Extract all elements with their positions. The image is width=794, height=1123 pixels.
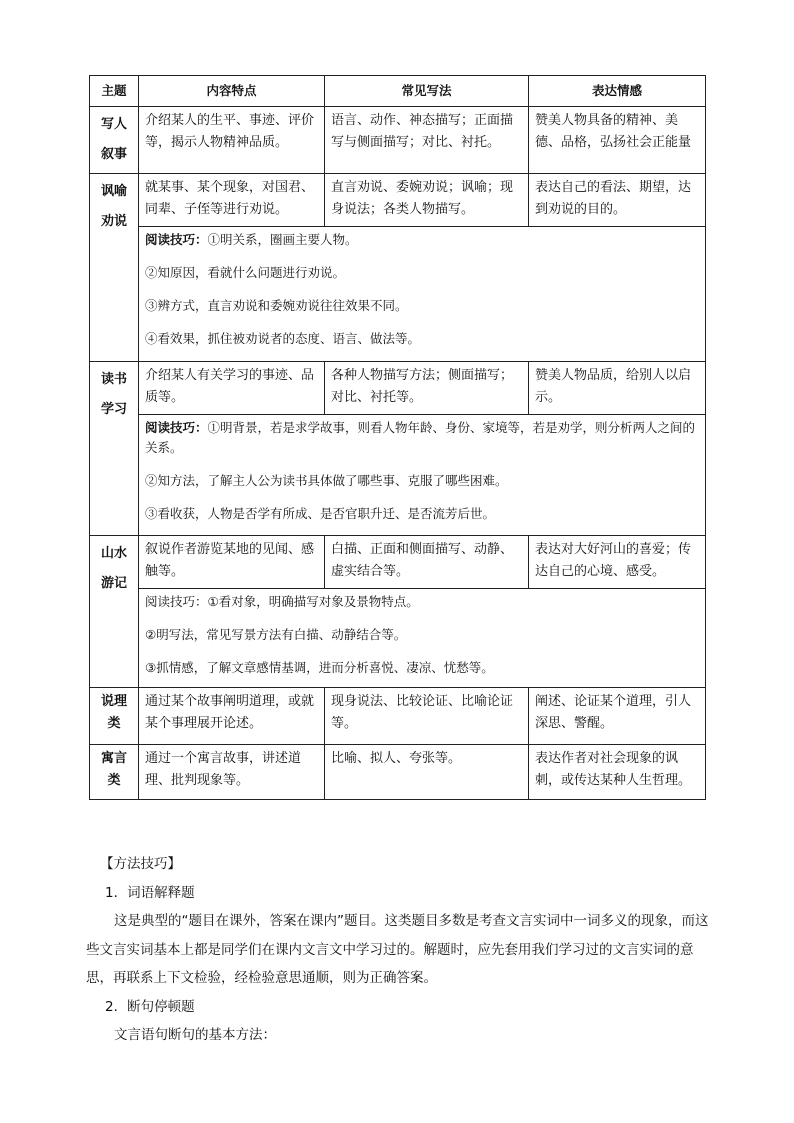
- tip-text: ②明写法，常见写景方法有白描、动静结合等。: [145, 627, 407, 642]
- row-topic: [90, 362, 139, 536]
- topic-line: 说理: [100, 694, 127, 709]
- tip-text: ②知原因，看就什么问题进行劝说。: [145, 265, 346, 280]
- tip-text: ①明背景，若是求学故事，则看人物年龄、身份、家境等，若是劝学，则分析两人之间的关系。: [145, 420, 696, 455]
- table-row: [90, 362, 706, 415]
- topic-line: 读书: [100, 372, 127, 387]
- method-item-text: 文言语句断句的基本方法：: [114, 1027, 276, 1043]
- methods-heading: 【方法技巧】: [100, 856, 181, 872]
- table-row: [90, 107, 706, 174]
- tip-text: ③看收获，人物是否学有所成、是否官职升迁、是否流芳后世。: [145, 506, 496, 521]
- method-cell: 各种人物描写方法；侧面描写；对比、衬托等。: [325, 362, 529, 415]
- method-cell: 比喻、拟人、夸张等。: [325, 745, 529, 800]
- reading-tips-cell: [139, 227, 706, 362]
- topic-line: 劝说: [100, 214, 127, 229]
- topic-line: 类: [107, 716, 121, 731]
- emotion-cell: 赞美人物具备的精神、美德、品格，弘扬社会正能量: [529, 107, 706, 174]
- header-common-methods: 常见写法: [325, 76, 529, 107]
- tip-text: ①看对象，明确描写对象及景物特点。: [207, 594, 419, 609]
- method-cell: 语言、动作、神态描写；正面描写与侧面描写；对比、衬托。: [325, 107, 529, 174]
- tip-text: ①明关系，圈画主要人物。: [207, 232, 358, 247]
- topic-line: 游记: [100, 576, 127, 591]
- row-topic: [90, 174, 139, 362]
- tip-text: ③辨方式，直言劝说和委婉劝说往往效果不同。: [145, 298, 408, 313]
- method-item-text: 这是典型的“题目在课外，答案在课内”题目。这类题目多数是考查文言实词中一词多义的现象，而这些文言实词基本上都是同学们在课内文言文中学习过的。解题时，应先套用我们学习过的文言实词的意思，再联系上下文检验，经检验意思通顺，则为正确答案。: [86, 913, 709, 986]
- tips-label: 阅读技巧：: [145, 232, 208, 247]
- method-cell: 白描、正面和侧面描写、动静、虚实结合等。: [325, 536, 529, 589]
- topic-line: 写人: [100, 117, 127, 132]
- table-header-row: [90, 76, 706, 107]
- topic-line: 寓言: [100, 751, 127, 766]
- tips-label: 阅读技巧：: [145, 594, 208, 609]
- tips-label: 阅读技巧：: [145, 420, 208, 435]
- method-cell: 直言劝说、委婉劝说；讽喻；现身说法；各类人物描写。: [325, 174, 529, 227]
- method-item-title: 2．断句停顿题: [105, 998, 195, 1015]
- header-topic: 主题: [90, 76, 139, 107]
- topic-line: 类: [107, 773, 121, 788]
- emotion-cell: 表达作者对社会现象的讽刺，或传达某种人生哲理。: [529, 745, 706, 800]
- table-row: [90, 174, 706, 227]
- row-topic: [90, 745, 139, 800]
- tip-text: ②知方法，了解主人公为读书具体做了哪些事、克服了哪些困难。: [145, 473, 508, 488]
- tips-row: [90, 227, 706, 362]
- content-cell: 通过某个故事阐明道理，或就某个事理展开论述。: [139, 688, 325, 745]
- method-item-title: 1．词语解释题: [105, 884, 195, 901]
- methods-section: [86, 850, 718, 1050]
- tip-text: ③抓情感，了解文章感情基调，进而分析喜悦、凄凉、忧愁等。: [145, 660, 494, 675]
- topic-line: 山水: [100, 546, 127, 561]
- tips-row: [90, 589, 706, 688]
- content-cell: 介绍某人的生平、事迹、评价等，揭示人物精神品质。: [139, 107, 325, 174]
- content-cell: 介绍某人有关学习的事迹、品质等。: [139, 362, 325, 415]
- tips-row: [90, 415, 706, 536]
- content-cell: 通过一个寓言故事，讲述道理、批判现象等。: [139, 745, 325, 800]
- method-cell: 现身说法、比较论证、比喻论证等。: [325, 688, 529, 745]
- topic-line: 叙事: [100, 147, 127, 162]
- emotion-cell: 阐述、论证某个道理，引人深思、警醒。: [529, 688, 706, 745]
- emotion-cell: 表达自己的看法、期望，达到劝说的目的。: [529, 174, 706, 227]
- emotion-cell: 表达对大好河山的喜爱；传达自己的心境、感受。: [529, 536, 706, 589]
- row-topic: [90, 688, 139, 745]
- topic-line: 学习: [100, 402, 127, 417]
- emotion-cell: 赞美人物品质，给别人以启示。: [529, 362, 706, 415]
- header-content-features: 内容特点: [139, 76, 325, 107]
- reading-tips-cell: [139, 589, 706, 688]
- table-row: [90, 536, 706, 589]
- table-row: [90, 688, 706, 745]
- content-cell: 叙说作者游览某地的见闻、感触等。: [139, 536, 325, 589]
- content-cell: 就某事、某个现象，对国君、同辈、子侄等进行劝说。: [139, 174, 325, 227]
- reading-guide-table: [89, 75, 706, 800]
- topic-line: 讽喻: [100, 184, 127, 199]
- row-topic: [90, 107, 139, 174]
- reading-tips-cell: [139, 415, 706, 536]
- row-topic: [90, 536, 139, 688]
- tip-text: ④看效果，抓住被劝说者的态度、语言、做法等。: [145, 331, 421, 346]
- table-row: [90, 745, 706, 800]
- header-emotion: 表达情感: [529, 76, 706, 107]
